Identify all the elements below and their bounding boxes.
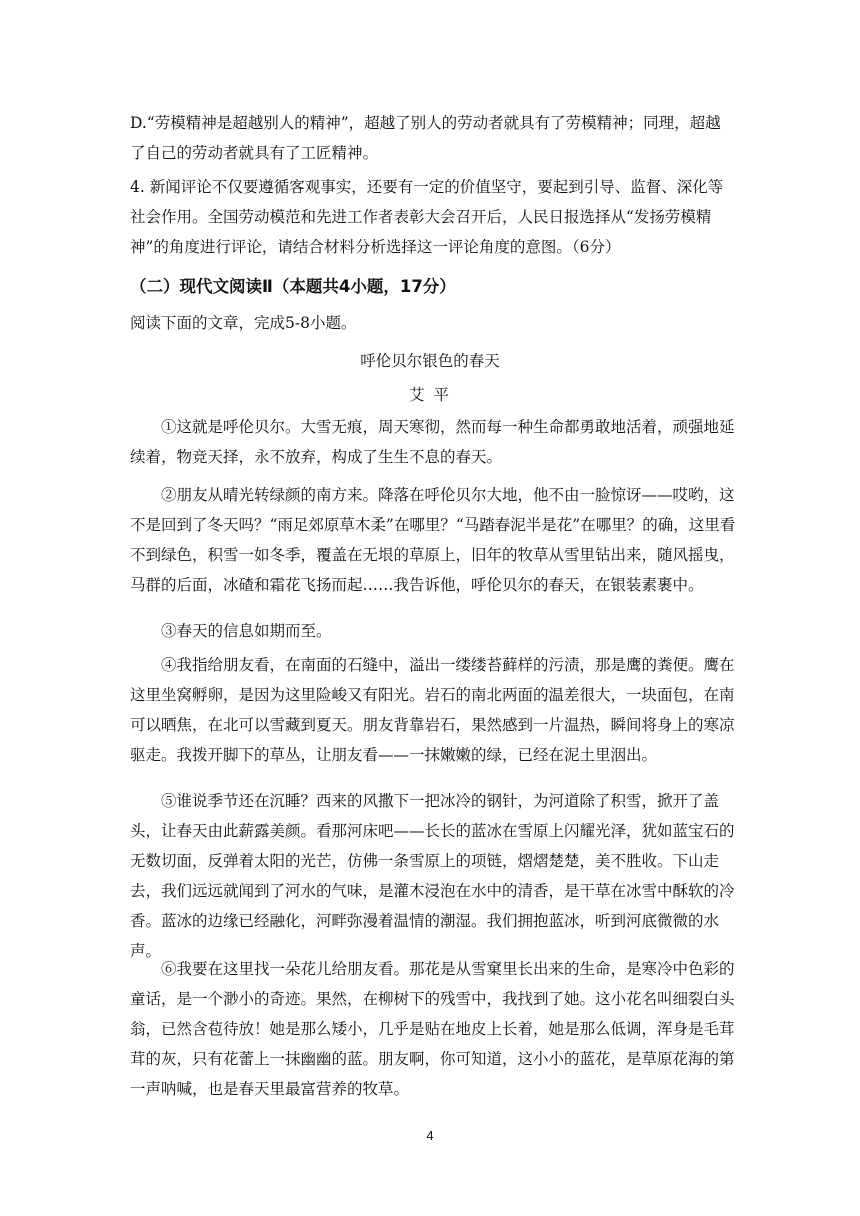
page-number: 4 [426,1128,434,1143]
paragraph-5: ⑤谁说季节还在沉睡？西来的风撒下一把冰冷的钢针，为河道除了积雪，掀开了盖头，让春天由此薪露美颜。看那河床吧——长长的蓝冰在雪原上闪耀光泽，犹如蓝宝石的无数切面，反弹着太阳的光芒，仿佛一条雪原上的项链，熠熠楚楚，美不胜收。下山走去，我们远远就闻到了河水的气味，是灌木浸泡在水中的清香，是干草在冰雪中酥软的冷香。蓝冰的边缘已经融化，河畔弥漫着温情的潮湿。我们拥抱蓝冰，听到河底微微的水声。 [130,792,735,960]
instruction: 阅读下面的文章，完成5-8小题。 [130,314,357,332]
paragraph-4: ④我指给朋友看，在南面的石缝中，溢出一缕缕苔藓样的污渍，那是鹰的粪便。鹰在这里坐窝孵卵，是因为这里险峻又有阳光。岩石的南北两面的温差很大，一块面包，在南可以晒焦，在北可以雪藏到夏天。朋友背靠岩石，果然感到一片温热，瞬间将身上的寒凉驱走。我拨开脚下的草丛，让朋友看——一抹嫩嫩的绿，已经在泥土里洇出。 [130,656,735,764]
paragraph-6: ⑥我要在这里找一朵花儿给朋友看。那花是从雪窠里长出来的生命，是寒冷中色彩的童话，是一个渺小的奇迹。果然，在柳树下的残雪中，我找到了她。这小花名叫细裂白头翁，已然含苞待放！她是那么矮小，几乎是贴在地皮上长着，她是那么低调，浑身是毛茸茸的灰，只有花蕾上一抹幽幽的蓝。朋友啊，你可知道，这小小的蓝花，是草原花海的第一声呐喊，也是春天里最富营养的牧草。 [130,960,735,1098]
paragraph-1: ①这就是呼伦贝尔。大雪无痕，周天寒彻，然而每一种生命都勇敢地活着，顽强地延续着，物竞天择，永不放弃，构成了生生不息的春天。 [130,418,735,466]
article-author: 艾 平 [409,386,451,404]
question-4: 4. 新闻评论不仅要遵循客观事实，还要有一定的价值坚守，要起到引导、监督、深化等社会作用。全国劳动模范和先进工作者表彰大会召开后，人民日报选择从“发扬劳模精神”的角度进行评论，请结合材料分析选择这一评论角度的意图。（6分） [130,178,724,256]
section-heading: （二）现代文阅读Ⅱ（本题共4小题，17分） [130,277,456,296]
option-d: D.“劳模精神是超越别人的精神”，超越了别人的劳动者就具有了劳模精神；同理，超越了自己的劳动者就具有了工匠精神。 [130,114,721,162]
paragraph-2: ②朋友从晴光转绿颜的南方来。降落在呼伦贝尔大地，他不由一脸惊讶——哎哟，这不是回到了冬天吗？“雨足郊原草木柔”在哪里？“马踏春泥半是花”在哪里？的确，这里看不到绿色，积雪一如冬季，覆盖在无垠的草原上，旧年的牧草从雪里钻出来，随风摇曳，马群的后面，冰碴和霜花飞扬而起……我告诉他，呼伦贝尔的春天，在银装素裹中。 [130,486,736,594]
article-title: 呼伦贝尔银色的春天 [360,352,500,370]
paragraph-3: ③春天的信息如期而至。 [161,622,332,640]
